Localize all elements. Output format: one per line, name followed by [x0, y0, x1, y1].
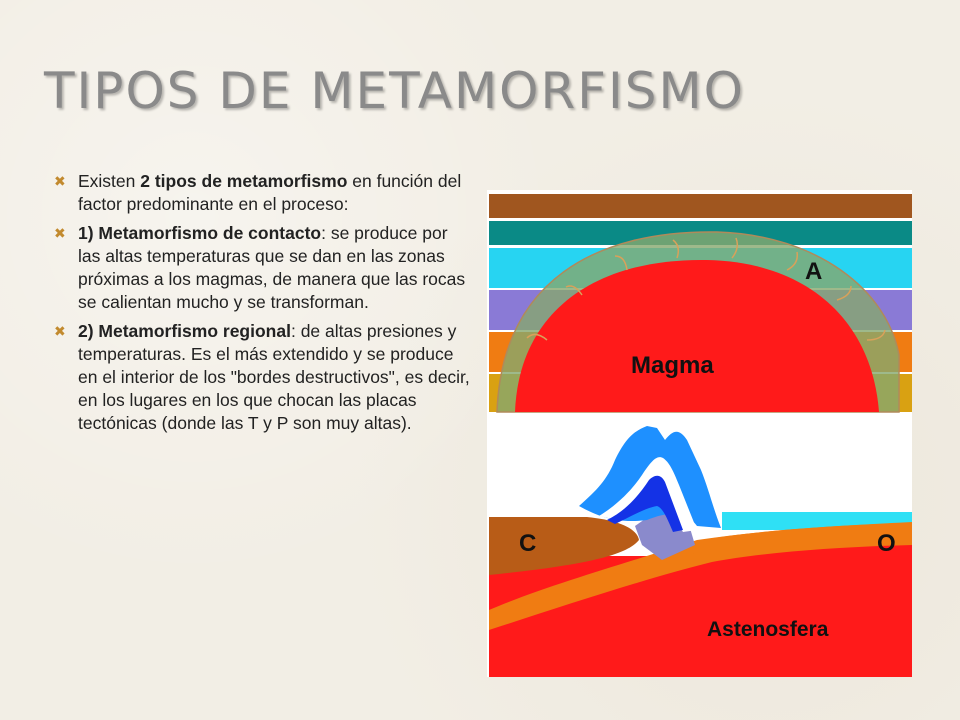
contact-metamorphism-diagram	[489, 194, 912, 412]
bullet-text: en función del factor predominante en el proceso:	[78, 171, 462, 214]
bullet-text: Existen	[78, 171, 141, 191]
oceanic-label: O	[877, 530, 896, 557]
magma-label: Magma	[631, 352, 714, 379]
bullet-text-bold: 2 tipos de metamorfismo	[140, 171, 348, 191]
layer-brown	[489, 194, 912, 218]
aureole-label: A	[805, 258, 823, 285]
bullet-item-types	[52, 170, 472, 216]
bullet-list	[52, 170, 472, 441]
bullet-item-regional	[52, 320, 472, 435]
bullet-text-bold: 2) Metamorfismo regional	[78, 321, 291, 341]
asthenosphere-label: Astenosfera	[707, 618, 829, 641]
regional-metamorphism-diagram	[489, 426, 912, 677]
x-bullet-icon: ✖	[54, 323, 66, 339]
slide-title: TIPOS DE METAMORFISMO	[44, 62, 745, 120]
bullet-text-bold: 1) Metamorfismo de contacto	[78, 223, 322, 243]
x-bullet-icon: ✖	[54, 225, 66, 241]
continental-label: C	[519, 530, 537, 557]
x-bullet-icon: ✖	[54, 173, 66, 189]
bullet-text: : de altas presiones y temperaturas. Es el más extendido y se produce en el interior de los "bordes destructivos", es decir, en los lugares en los que chocan las placas tectónicas (donde las T y P son muy altas).	[78, 321, 470, 433]
bullet-text: : se produce por las altas temperaturas que se dan en las zonas próximas a los magmas, de manera que las rocas se calientan mucho y se transforman.	[78, 223, 466, 312]
metamorphism-figure	[487, 190, 912, 677]
bullet-item-contact	[52, 222, 472, 314]
